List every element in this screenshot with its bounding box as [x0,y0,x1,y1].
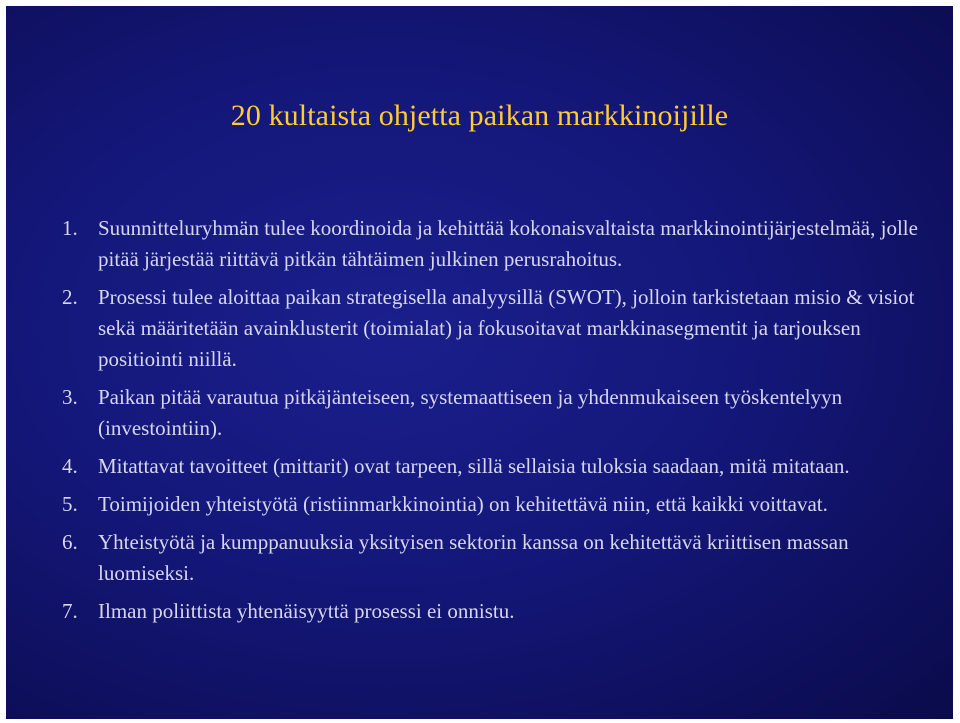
slide-title: 20 kultaista ohjetta paikan markkinoijille [230,99,729,132]
list-item [58,596,928,627]
list-item [58,382,928,444]
list-item-number: 3. [62,385,78,409]
list-item [58,282,928,375]
list-item [58,451,928,482]
list-item-number: 2. [62,285,78,309]
list-item-text: Paikan pitää varautua pitkäjänteiseen, systemaattiseen ja yhdenmukaiseen työskentelyyn (investointiin). [98,385,843,440]
list-item-number: 1. [62,216,78,240]
list-item [58,213,928,275]
presentation-slide [6,6,953,719]
list-item [58,527,928,589]
list-item-number: 6. [62,530,78,554]
list-item-text: Ilman poliittista yhtenäisyyttä prosessi ei onnistu. [98,599,515,623]
list-item-number: 7. [62,599,78,623]
list-item-number: 5. [62,492,78,516]
list-item-text: Yhteistyötä ja kumppanuuksia yksityisen sektorin kanssa on kehitettävä kriittisen massan luomiseksi. [98,530,849,585]
list-item-text: Prosessi tulee aloittaa paikan strategisella analyysillä (SWOT), jolloin tarkistetaan misio & visiot sekä määritetään avainklusterit (toimialat) ja fokusoitavat markkinasegmentit ja tarjouksen positiointi niillä. [98,285,915,371]
list-item-text: Toimijoiden yhteistyötä (ristiinmarkkinointia) on kehitettävä niin, että kaikki voittavat. [98,492,828,516]
list-item-text: Mitattavat tavoitteet (mittarit) ovat tarpeen, sillä sellaisia tuloksia saadaan, mitä mitataan. [98,454,850,478]
numbered-list [58,213,928,634]
list-item-text: Suunnitteluryhmän tulee koordinoida ja kehittää kokonaisvaltaista markkinointijärjestelmää, jolle pitää järjestää riittävä pitkän tähtäimen julkinen perusrahoitus. [98,216,918,271]
list-item-number: 4. [62,454,78,478]
list-item [58,489,928,520]
